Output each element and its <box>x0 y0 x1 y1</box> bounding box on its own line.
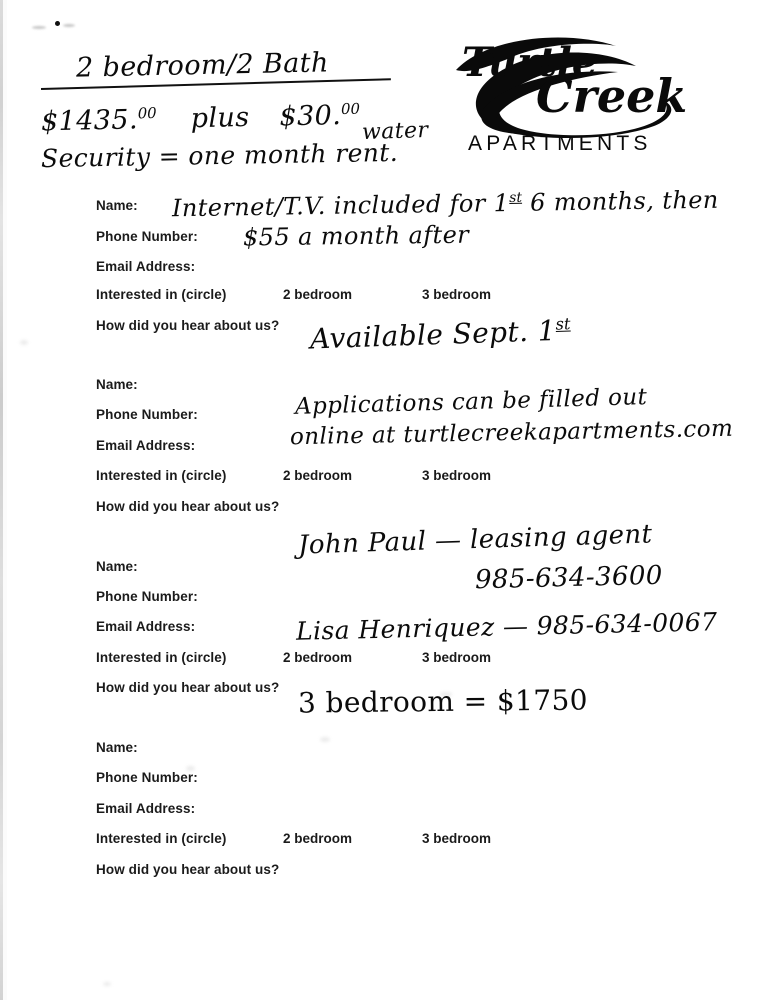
scan-faint-artifact <box>20 340 28 345</box>
handwritten-rent-price <box>41 100 361 138</box>
handwritten-security-note: Security = one month rent. <box>40 137 399 174</box>
option-2-bedroom[interactable]: 2 bedroom <box>283 287 353 302</box>
label-phone-number: Phone Number: <box>96 229 198 244</box>
label-name: Name: <box>96 377 138 392</box>
handwritten-leasing-agent-name: John Paul — leasing agent <box>297 519 653 561</box>
handwritten-headline: 2 bedroom/2 Bath <box>75 47 330 84</box>
scan-smudge-artifact <box>63 24 75 27</box>
option-3-bedroom[interactable]: 3 bedroom <box>422 287 492 302</box>
label-name: Name: <box>96 559 138 574</box>
logo-script-creek: Creek <box>536 69 688 123</box>
ink-speck-artifact <box>55 21 60 26</box>
logo-wordmark-apartments: APARTMENTS <box>468 132 652 155</box>
option-3-bedroom[interactable]: 3 bedroom <box>422 831 492 846</box>
option-2-bedroom[interactable]: 2 bedroom <box>283 650 353 665</box>
scan-left-edge-highlight <box>3 0 7 1000</box>
option-2-bedroom[interactable]: 2 bedroom <box>283 468 353 483</box>
availability-ordinal: st <box>555 314 571 334</box>
scan-faint-artifact <box>320 737 330 742</box>
label-phone-number: Phone Number: <box>96 407 198 422</box>
label-how-did-you-hear: How did you hear about us? <box>96 318 280 333</box>
internet-note-part-a: Internet/T.V. included for 1 <box>171 188 510 223</box>
label-how-did-you-hear: How did you hear about us? <box>96 499 280 514</box>
turtle-creek-apartments-logo <box>448 30 688 158</box>
label-email-address: Email Address: <box>96 438 196 453</box>
handwritten-availability-note <box>310 313 572 355</box>
scan-faint-artifact <box>103 982 111 986</box>
rent-plus-word: plus <box>190 101 250 135</box>
label-phone-number: Phone Number: <box>96 770 198 785</box>
handwritten-applications-line1: Applications can be filled out <box>294 384 648 420</box>
label-phone-number: Phone Number: <box>96 589 198 604</box>
label-interested-in: Interested in (circle) <box>96 287 227 302</box>
scan-smudge-artifact <box>32 26 46 29</box>
option-2-bedroom[interactable]: 2 bedroom <box>283 831 353 846</box>
label-email-address: Email Address: <box>96 801 196 816</box>
handwritten-applications-line2: online at turtlecreekapartments.com <box>289 415 734 451</box>
rent-cents: 00 <box>137 103 157 123</box>
label-how-did-you-hear: How did you hear about us? <box>96 680 280 695</box>
water-cents: 00 <box>340 99 361 119</box>
water-amount: $30. <box>279 100 342 133</box>
logo-script-turtle: Turtle <box>462 39 598 86</box>
label-interested-in: Interested in (circle) <box>96 831 227 846</box>
label-how-did-you-hear: How did you hear about us? <box>96 862 280 877</box>
option-3-bedroom[interactable]: 3 bedroom <box>422 650 492 665</box>
label-interested-in: Interested in (circle) <box>96 650 227 665</box>
option-3-bedroom[interactable]: 3 bedroom <box>422 468 492 483</box>
handwritten-three-bedroom-price: 3 bedroom = $1750 <box>297 683 589 720</box>
handwritten-internet-note-line1 <box>172 186 719 223</box>
internet-note-part-b: 6 months, then <box>529 185 719 217</box>
handwritten-leasing-agent-phone: 985-634-3600 <box>474 560 664 596</box>
label-email-address: Email Address: <box>96 619 196 634</box>
internet-note-ordinal: st <box>509 189 523 206</box>
availability-text: Available Sept. 1 <box>309 313 557 356</box>
handwritten-second-contact: Lisa Henriquez — 985-634-0067 <box>295 607 718 646</box>
label-interested-in: Interested in (circle) <box>96 468 227 483</box>
handwritten-internet-note-line2: $55 a month after <box>242 220 470 252</box>
label-email-address: Email Address: <box>96 259 196 274</box>
handwritten-water-word: water <box>361 117 429 146</box>
label-name: Name: <box>96 740 138 755</box>
rent-amount: $1435. <box>40 104 139 138</box>
label-name: Name: <box>96 198 138 213</box>
